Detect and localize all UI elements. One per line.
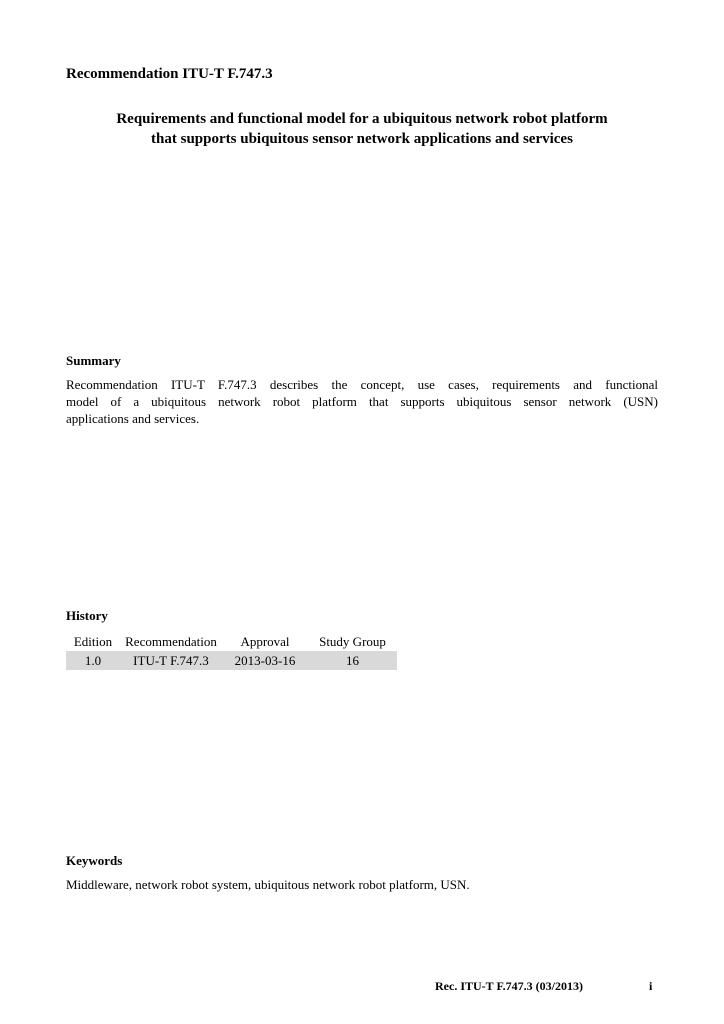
keywords-text: Middleware, network robot system, ubiquitous network robot platform, USN. bbox=[66, 877, 470, 892]
cell-recommendation: ITU-T F.747.3 bbox=[133, 652, 209, 668]
cell-study-group: 16 bbox=[346, 652, 359, 668]
document-title bbox=[66, 109, 658, 149]
column-header-study-group: Study Group bbox=[319, 633, 386, 649]
column-header-recommendation: Recommendation bbox=[125, 633, 217, 649]
history-header-row bbox=[66, 632, 397, 651]
footer-reference: Rec. ITU-T F.747.3 (03/2013) bbox=[435, 979, 583, 993]
summary-text bbox=[66, 376, 658, 427]
summary-line: Recommendation ITU-T F.747.3 describes the concept, use cases, requirements and functional bbox=[66, 377, 658, 392]
history-heading: History bbox=[66, 608, 108, 623]
document-title-line: Requirements and functional model for a ubiquitous network robot platform bbox=[116, 111, 608, 127]
summary-line: applications and services. bbox=[66, 411, 200, 426]
column-header-approval: Approval bbox=[240, 633, 290, 649]
keywords-heading: Keywords bbox=[66, 853, 123, 868]
summary-heading: Summary bbox=[66, 353, 121, 368]
recommendation-title: Recommendation ITU-T F.747.3 bbox=[66, 66, 273, 82]
page-number: i bbox=[649, 979, 653, 993]
summary-line: model of a ubiquitous network robot platform that supports ubiquitous sensor network (USN) bbox=[66, 394, 658, 409]
table-row bbox=[66, 651, 397, 670]
history-table bbox=[66, 632, 397, 670]
cell-approval: 2013-03-16 bbox=[234, 652, 296, 668]
cell-edition: 1.0 bbox=[84, 652, 102, 668]
document-title-line: that supports ubiquitous sensor network applications and services bbox=[151, 131, 573, 147]
column-header-edition: Edition bbox=[73, 633, 113, 649]
